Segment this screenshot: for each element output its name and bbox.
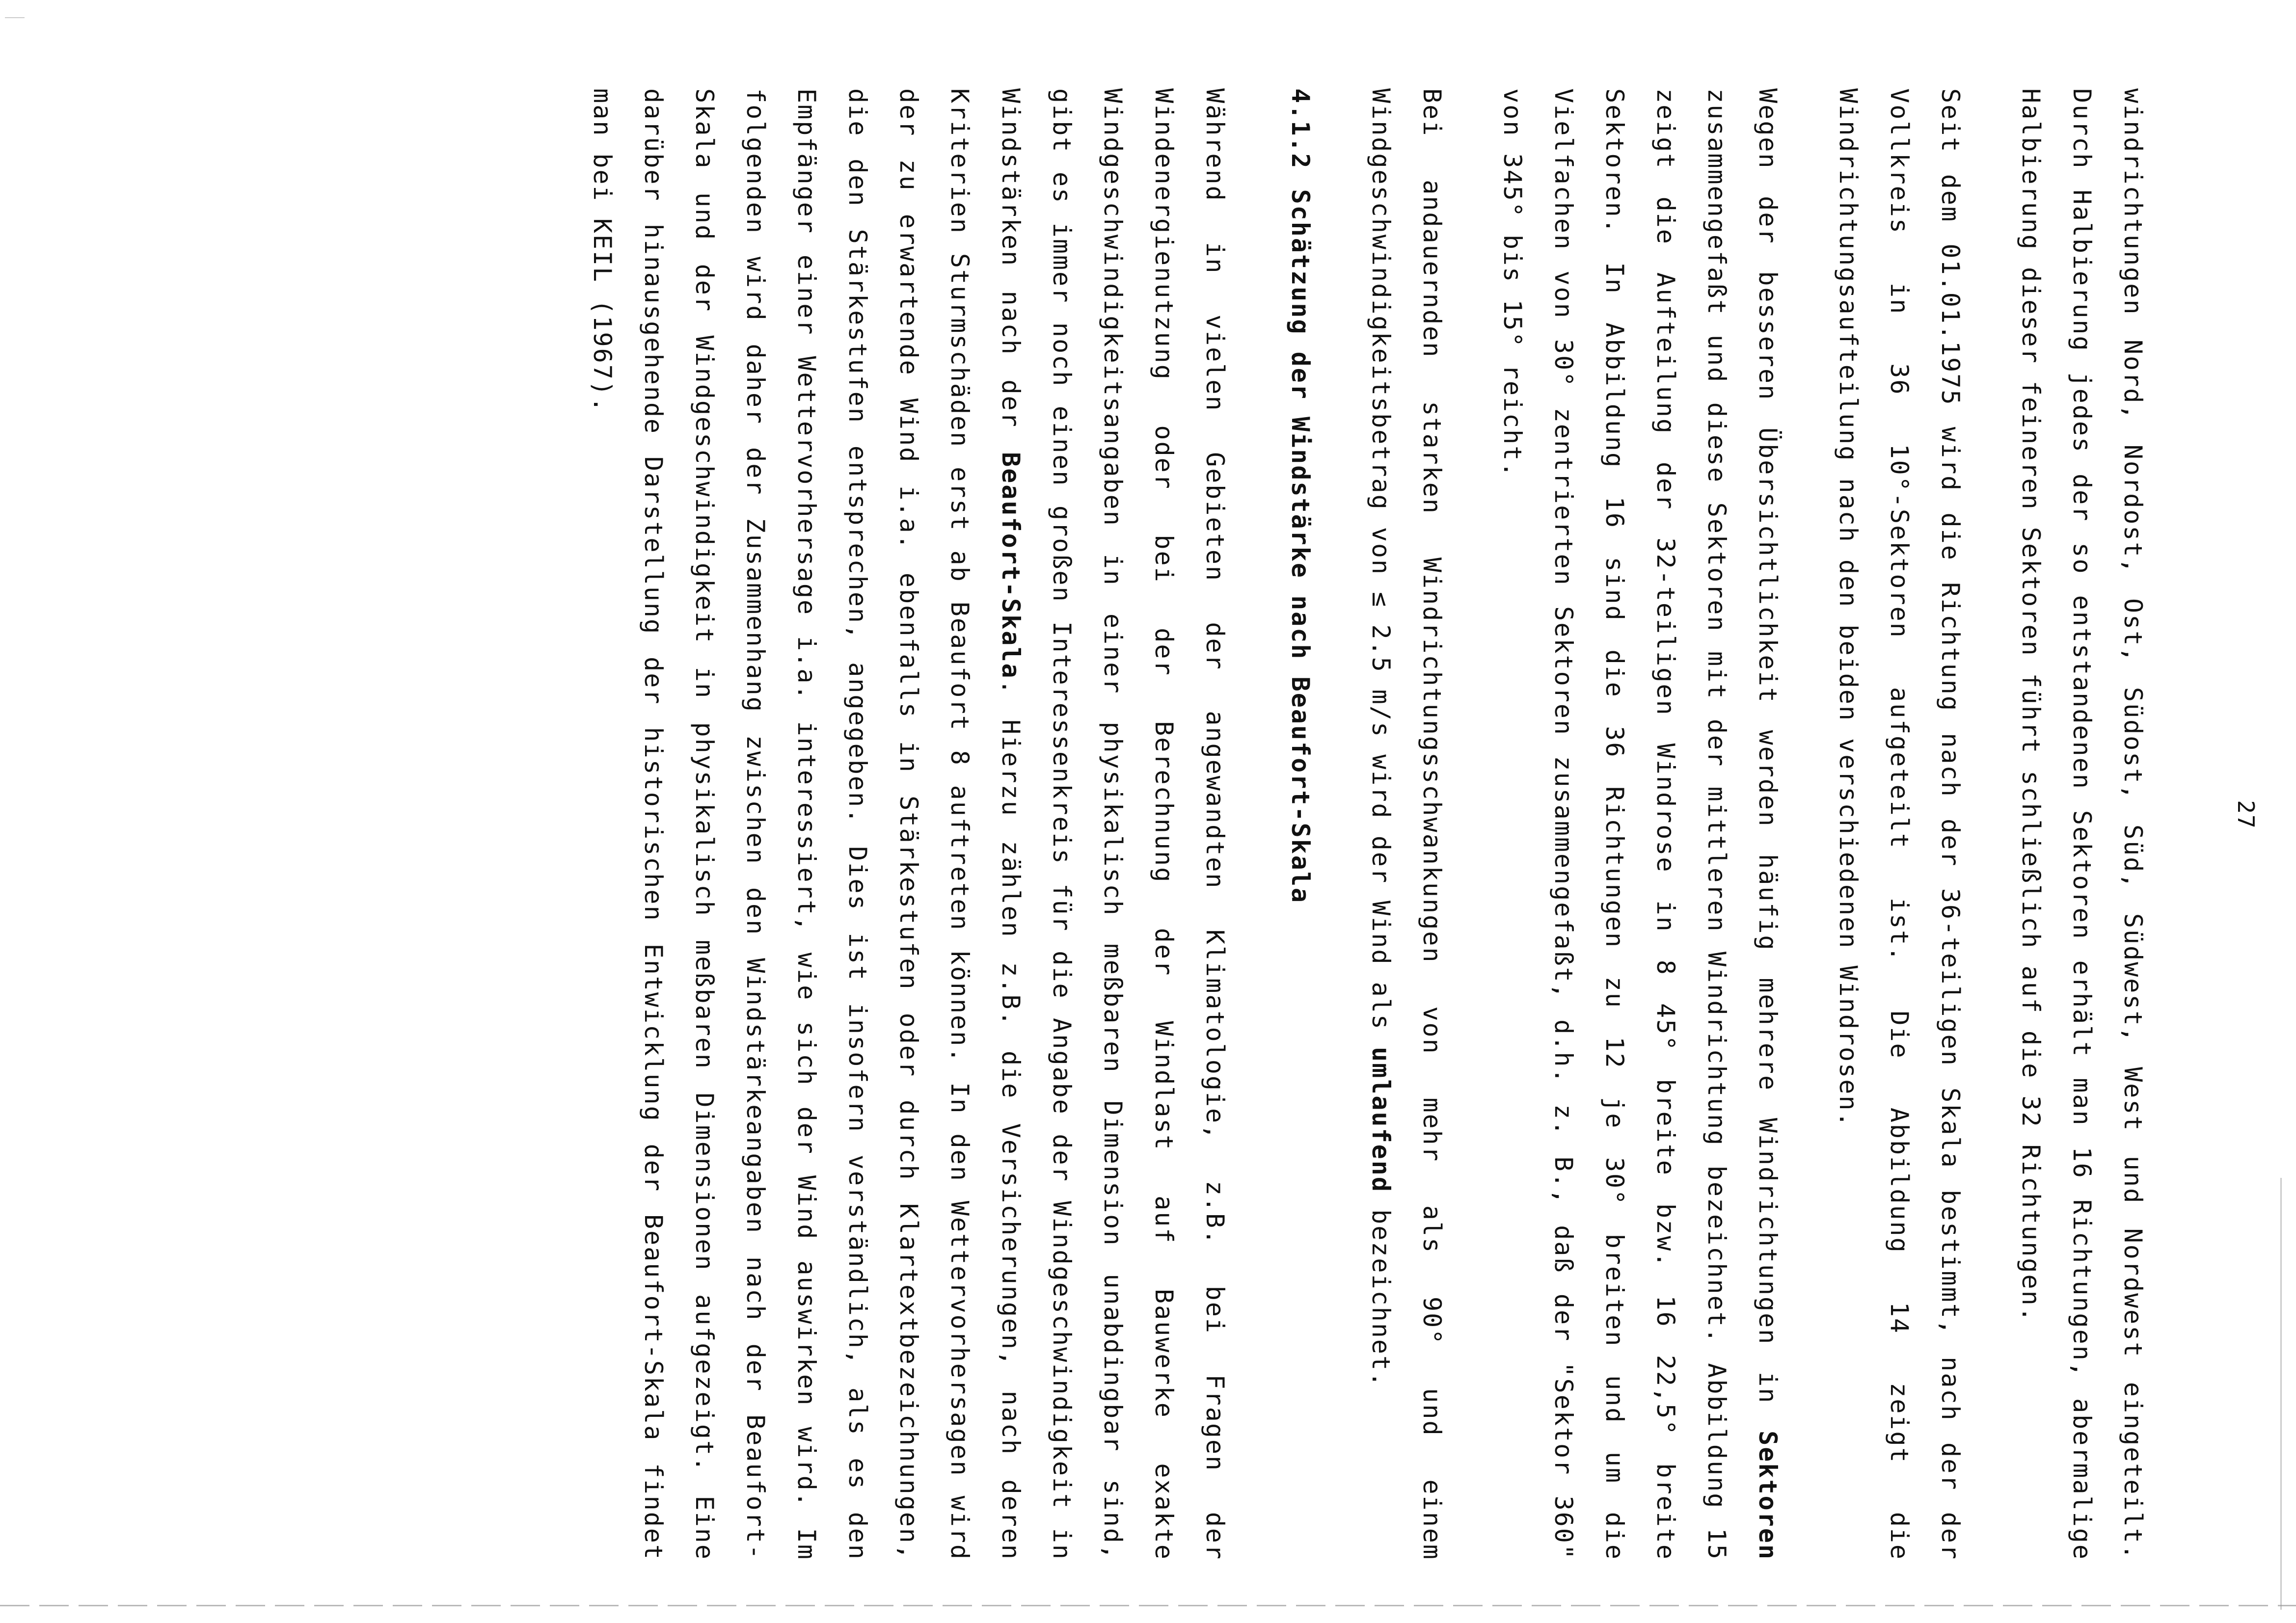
- paragraph: [577, 88, 1241, 1561]
- text-run: zusammengefaßt und diese Sektoren mit der mittleren Windrichtung bezeichnet. Abbildung 15 zeigt die Aufteilung der 32-teiligen Windrose in 8 45° breite bzw. 16 22,5° breite Sektoren. In Abbildung 16 sind die 36 Richtungen zu 12 je 30° breiten und um die Vielfachen von 30° zentrierten Sektoren zusammengefaßt, d.h. z. B., daß der "Sektor 360" von 345° bis 15° reicht.: [1498, 88, 1731, 1561]
- paragraphs-after-section: [577, 88, 1241, 1561]
- text-run: Bei andauernden starken Windrichtungsschwankungen von mehr als 90° und einem Windgeschwindigkeitsbetrag von ≤ 2.5 m/s wird der Wind als: [1367, 88, 1446, 1561]
- paragraph: [1355, 88, 1458, 1561]
- paragraph: [2005, 88, 2159, 1561]
- section-title: Schätzung der Windstärke nach Beaufort-Skala: [1286, 189, 1315, 905]
- page-body: [547, 88, 2159, 1561]
- text-run: windrichtungen Nord, Nordost, Ost, Südost, Süd, Südwest, West und Nordwest eingeteilt. Durch Halbierung jedes der so entstandenen Sektoren erhält man 16 Richtungen, abermalige Halbierung dieser feineren Sektoren führt schließlich auf die 32 Richtungen.: [2017, 88, 2147, 1561]
- text-run: bezeichnet.: [1367, 1193, 1395, 1388]
- scan-edge-mark: [2280, 1178, 2282, 1610]
- text-run: Seit dem 01.01.1975 wird die Richtung nach der 36-teiligen Skala bestimmt, nach der der Vollkreis in 36 10°-Sektoren aufgeteilt ist. Die Abbildung 14 zeigt die Windrichtungsaufteilung nach den beiden verschiedenen Windrosen.: [1834, 88, 1965, 1561]
- text-run: . Hierzu zählen z.B. die Versicherungen, nach deren Kriterien Sturmschäden erst ab Beaufort 8 auftreten können. In den Wettervorhersagen wird der zu erwartende Wind i.a. ebenfalls in Stärkestufen oder durch Klartextbezeichnungen, die den Stärkestufen entsprechen, angegeben. Dies ist insofern verständlich, als es den Empfänger einer Wettervorhersage i.a. interessiert, wie sich der Wind auswirken wird. Im folgenden wird daher der Zusammenhang zwischen den Windstärkeangaben nach der Beaufort-Skala und der Windgeschwindigkeit in physikalisch meßbaren Dimensionen aufgezeigt. Eine darüber hinausgehende Darstellung der historischen Entwicklung der Beaufort-Skala findet man bei KEIL (1967).: [588, 88, 1025, 1561]
- text-run: Wegen der besseren Übersichtlichkeit werden häufig mehrere Windrichtungen in: [1754, 88, 1782, 1431]
- paragraphs-before-section: [1355, 88, 2159, 1561]
- scan-edge-line: [0, 1605, 2296, 1606]
- text-run: Während in vielen Gebieten der angewandten Klimatologie, z.B. bei Fragen der Windenergienutzung oder bei der Berechnung der Windlast auf Bauwerke exakte Windgeschwindigkeitsangaben in einer physikalisch meßbaren Dimension unabdingbar sind, gibt es immer noch einen großen Interessenkreis für die Angabe der Windgeschwindigkeit in Windstärken nach der: [997, 88, 1229, 1561]
- paragraph: [1823, 88, 1976, 1561]
- bold-term: Sektoren: [1754, 1431, 1782, 1561]
- section-number: 4.1.2: [1286, 88, 1315, 170]
- paragraph: [1487, 88, 1793, 1561]
- bold-term: umlaufend: [1367, 1047, 1395, 1193]
- section-heading: [1275, 88, 1326, 1561]
- page-number: 27: [2233, 800, 2259, 829]
- scan-corner-mark: [5, 17, 25, 18]
- bold-term: Beaufort-Skala: [997, 452, 1025, 680]
